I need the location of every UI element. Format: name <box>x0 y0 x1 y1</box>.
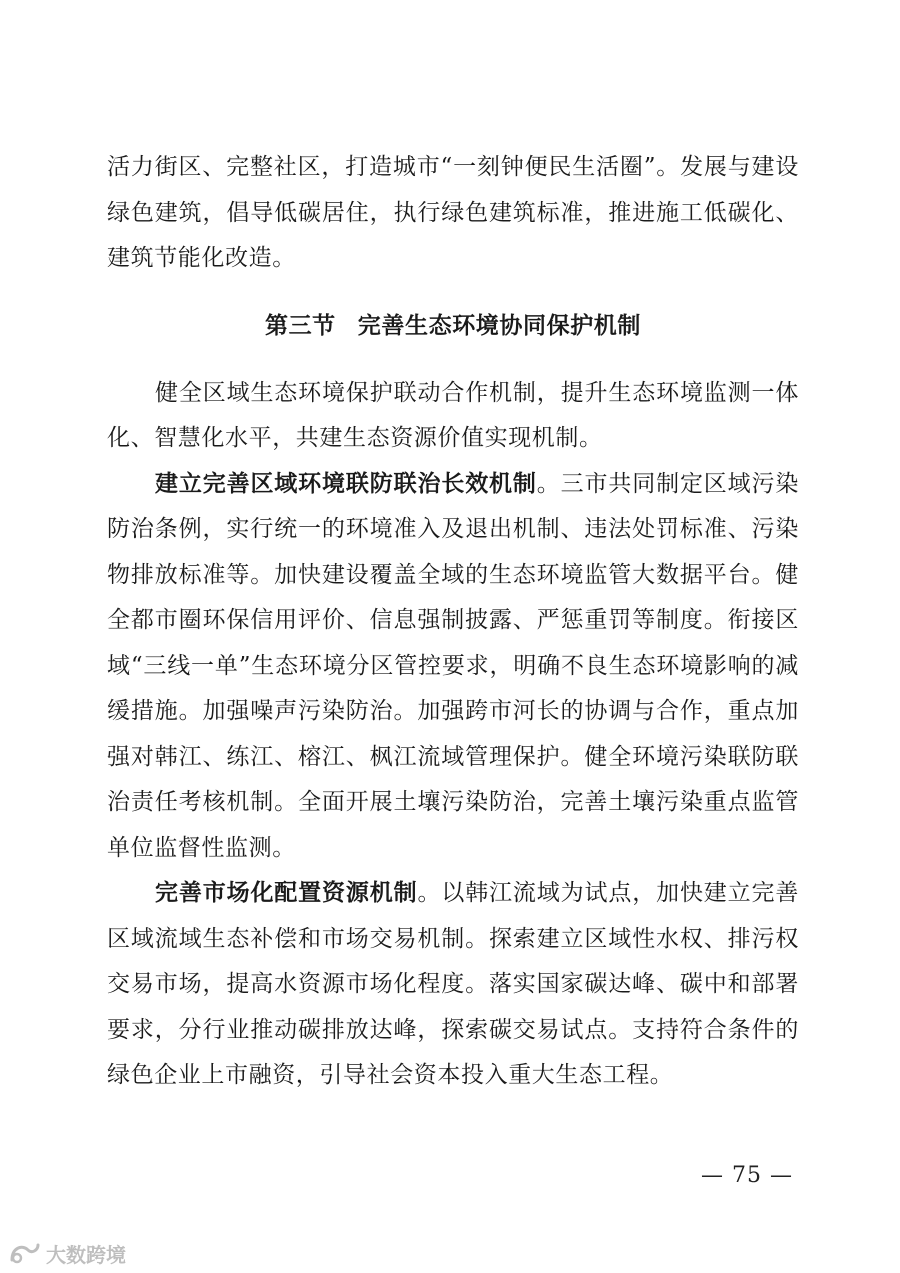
paragraph-intro: 健全区域生态环境保护联动合作机制，提升生态环境监测一体化、智慧化水平，共建生态资源价值实现机制。 <box>107 379 799 451</box>
paragraph-continued: 活力街区、完整社区，打造城市“一刻钟便民生活圈”。发展与建设绿色建筑，倡导低碳居住，执行绿色建筑标准，推进施工低碳化、建筑节能化改造。 <box>107 154 799 271</box>
section-heading <box>107 304 799 349</box>
paragraph-body: 。三市共同制定区域污染防治条例，实行统一的环境准入及退出机制、违法处罚标准、污染物排放标准等。加快建设覆盖全域的生态环境监管大数据平台。健全都市圈环保信用评价、信息强制披露、严惩重罚等制度。衔接区域“三线一单”生态环境分区管控要求，明确不良生态环境影响的减缓措施。加强噪声污染防治。加强跨市河长的协调与合作，重点加强对韩江、练江、榕江、枫江流域管理保护。健全环境污染联防联治责任考核机制。全面开展土壤污染防治，完善土壤污染重点监管单位监督性监测。 <box>107 470 799 861</box>
paragraph-lead-heading: 建立完善区域环境联防联治长效机制 <box>155 470 537 497</box>
paragraph-body: 。以韩江流域为试点，加快建立完善区域流域生态补偿和市场交易机制。探索建立区域性水权、排污权交易市场，提高水资源市场化程度。落实国家碳达峰、碳中和部署要求，分行业推动碳排放达峰，探索碳交易试点。支持符合条件的绿色企业上市融资，引导社会资本投入重大生态工程。 <box>107 880 799 1088</box>
brand-logo-icon <box>8 1240 42 1266</box>
watermark-text: 大数跨境 <box>46 1242 126 1267</box>
page-content <box>107 145 799 1099</box>
page-number: — 75 — <box>701 1163 793 1188</box>
paragraph-market-mechanism <box>107 871 799 1099</box>
paragraph-lead-heading: 完善市场化配置资源机制 <box>155 880 418 906</box>
section-number: 第三节 <box>264 312 336 339</box>
section-title: 完善生态环境协同保护机制 <box>357 312 641 339</box>
watermark <box>8 1238 126 1268</box>
paragraph-environment-mechanism <box>107 462 799 872</box>
